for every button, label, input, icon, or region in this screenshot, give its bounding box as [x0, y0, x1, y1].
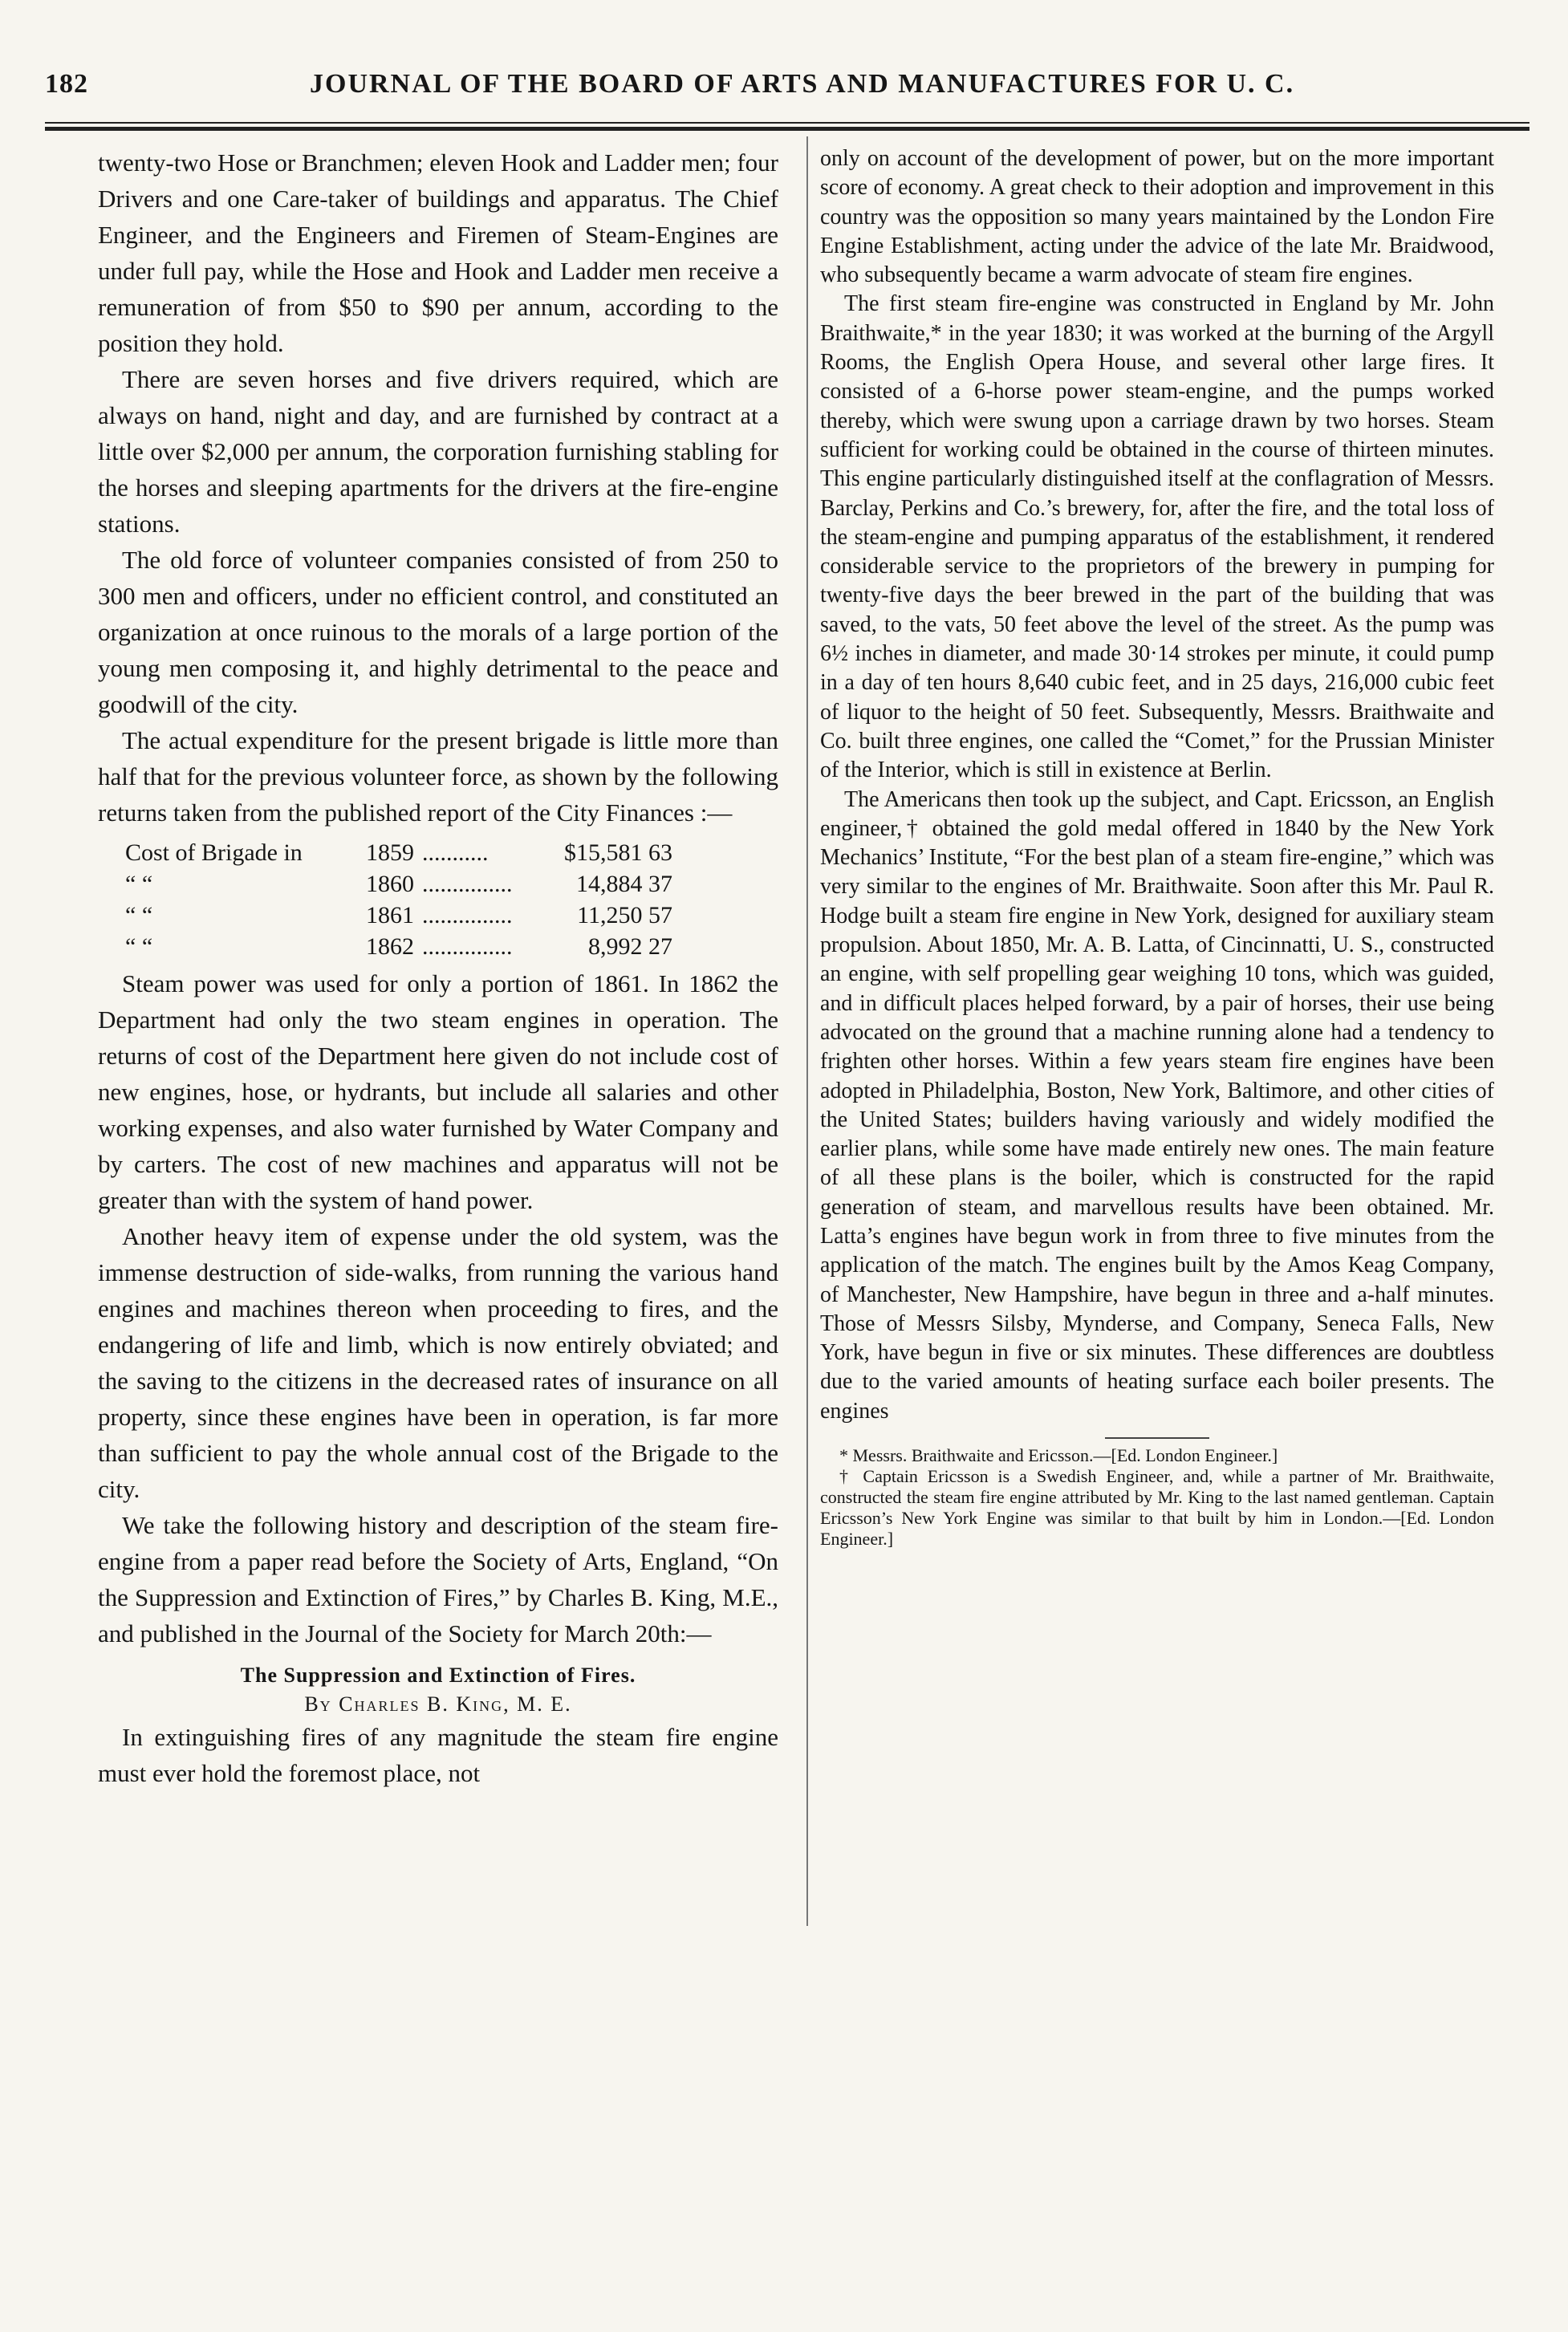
left-column	[98, 144, 778, 1791]
footnote-rule	[1105, 1437, 1209, 1439]
paragraph: only on account of the development of power, but on the more important score of economy. A great check to their adoption and improvement in this country was the opposition so many years maintained by the London Fire Engine Establishment, acting under the advice of the late Mr. Braidwood, who subsequently became a warm advocate of steam fire engines.	[820, 146, 1494, 288]
expenditure-row	[125, 868, 778, 900]
expenditure-label: “ “	[125, 871, 153, 897]
leader-dots: ...............	[422, 902, 513, 928]
paragraph: The actual expenditure for the present brigade is little more than half that for the previous volunteer force, as shown by the following returns taken from the published report of the City Finances :—	[98, 726, 778, 827]
expenditure-amount: 11,250 57	[577, 902, 672, 928]
column-divider	[806, 136, 808, 1926]
paragraph: Steam power was used for only a portion of 1861. In 1862 the Department had only the two steam engines in operation. The returns of cost of the Department here given do not include cost of new engines, hose, or hydrants, but include all salaries and other working expenses, and also water furnished by Water Company and by carters. The cost of new machines and apparatus will not be greater than with the system of hand power.	[98, 969, 778, 1214]
paragraph: In extinguishing fires of any magnitude the steam fire engine must ever hold the foremost place, not	[98, 1723, 778, 1787]
expenditure-row	[125, 931, 778, 962]
expenditure-year: 1861	[366, 902, 414, 928]
expenditure-year: 1860	[366, 871, 414, 897]
leader-dots: ...............	[422, 933, 513, 960]
header-rule-thin	[45, 122, 1529, 124]
expenditure-amount: $15,581 63	[564, 839, 672, 866]
expenditure-year: 1859	[366, 839, 414, 866]
expenditure-label: Cost of Brigade in	[125, 839, 303, 866]
page-header	[45, 63, 1529, 111]
footnote: † Captain Ericsson is a Swedish Engineer, and, while a partner of Mr. Braithwaite, constructed the steam fire engine attributed by Mr. King to the last named gentleman. Captain Ericsson’s New York Engine was similar to that built by him in London.—[Ed. London Engineer.]	[820, 1466, 1494, 1550]
expenditure-row	[125, 900, 778, 931]
article-title: The Suppression and Extinction of Fires.	[240, 1664, 636, 1687]
leader-dots: ...........	[422, 839, 489, 866]
expenditure-year: 1862	[366, 933, 414, 960]
paragraph: The first steam fire-engine was constructed in England by Mr. John Braithwaite,* in the year 1830; it was worked at the burning of the Argyll Rooms, the English Opera House, and several other large fires. It consisted of a 6-horse power steam-engine, and the pumps worked thereby, which were swung upon a carriage drawn by two horses. Steam sufficient for working could be obtained in the course of thirteen minutes. This engine particularly distinguished itself at the conflagration of Messrs. Barclay, Perkins and Co.’s brewery, for, after the fire, and the total loss of the steam-engine and pumping apparatus of the establishment, it rendered considerable service to the proprietors of the brewery in pumping for twenty-five days the beer brewed in the part of the building that was saved, to the vats, 50 feet above the level of the street. As the pump was 6½ inches in diameter, and made 30·14 strokes per minute, it could pump in a day of ten hours 8,640 cubic feet, and in 25 days, 216,000 cubic feet of liquor to the height of 50 feet. Subsequently, Messrs. Braithwaite and Co. built three engines, one called the “Comet,” for the Prussian Minister of the Interior, which is still in existence at Berlin.	[820, 291, 1494, 783]
expenditure-table	[125, 837, 778, 962]
expenditure-row	[125, 837, 778, 868]
paragraph: There are seven horses and five drivers required, which are always on hand, night and day, and are furnished by contract at a little over $2,000 per annum, the corporation furnishing stabling for the horses and sleeping apartments for the drivers at the fire-engine stations.	[98, 365, 778, 538]
header-rule-thick	[45, 127, 1529, 131]
paragraph: The old force of volunteer companies consisted of from 250 to 300 men and officers, under no efficient control, and constituted an organization at once ruinous to the morals of a large portion of the young men composing it, and highly detrimental to the peace and goodwill of the city.	[98, 546, 778, 718]
expenditure-amount: 8,992 27	[588, 933, 672, 960]
page-number: 182	[45, 69, 88, 99]
expenditure-label: “ “	[125, 933, 153, 960]
paragraph: The Americans then took up the subject, and Capt. Ericsson, an English engineer,† obtained the gold medal offered in 1840 by the New York Mechanics’ Institute, “For the best plan of a steam fire-engine,” which was very similar to the engines of Mr. Braithwaite. Soon after this Mr. Paul R. Hodge built a steam fire engine in New York, designed for auxiliary steam propulsion. About 1850, Mr. A. B. Latta, of Cincinnatti, U. S., constructed an engine, with self propelling gear weighing 10 tons, which was guided, and in difficult places helped forward, by a pair of horses, their use being advocated on the ground that a machine running alone had a tendency to frighten other horses. Within a few years steam fire engines have been adopted in Philadelphia, Boston, New York, Baltimore, and other cities of the United States; builders having variously and widely modified the earlier plans, while some have made entirely new ones. The main feature of all these plans is the boiler, which is constructed for the rapid generation of steam, and marvellous results have been obtained. Mr. Latta’s engines have begun work in from three to five minutes from the application of the match. The engines built by the Amos Keag Company, of Manchester, New Hampshire, have begun in three and a-half minutes. Those of Messrs Silsby, Mynderse, and Company, Seneca Falls, New York, have begun in five or six minutes. These differences are doubtless due to the varied amounts of heating surface each boiler presents. The engines	[820, 786, 1494, 1424]
paragraph: We take the following history and description of the steam fire-engine from a paper read before the Society of Arts, England, “On the Suppression and Extinction of Fires,” by Charles B. King, M.E., and published in the Journal of the Society for March 20th:—	[98, 1511, 778, 1647]
expenditure-label: “ “	[125, 902, 153, 928]
leader-dots: ...............	[422, 871, 513, 897]
footnotes	[820, 1445, 1494, 1550]
right-column	[820, 144, 1494, 1550]
running-title: JOURNAL OF THE BOARD OF ARTS AND MANUFACTURES FOR U. C.	[310, 69, 1295, 99]
paragraph: twenty-two Hose or Branchmen; eleven Hook and Ladder men; four Drivers and one Care-taker of buildings and apparatus. The Chief Engineer, and the Engineers and Firemen of Steam-Engines are under full pay, while the Hose and Hook and Ladder men receive a remuneration of from $50 to $90 per annum, according to the position they hold.	[98, 148, 778, 357]
article-byline: By Charles B. King, M. E.	[304, 1692, 572, 1716]
paragraph: Another heavy item of expense under the old system, was the immense destruction of side-walks, from running the various hand engines and machines thereon when proceeding to fires, and the endangering of life and limb, which is now entirely obviated; and the saving to the citizens in the decreased rates of insurance on all property, since these engines have been in operation, is far more than sufficient to pay the whole annual cost of the Brigade to the city.	[98, 1222, 778, 1503]
footnote: * Messrs. Braithwaite and Ericsson.—[Ed. London Engineer.]	[839, 1445, 1278, 1466]
expenditure-amount: 14,884 37	[576, 871, 672, 897]
